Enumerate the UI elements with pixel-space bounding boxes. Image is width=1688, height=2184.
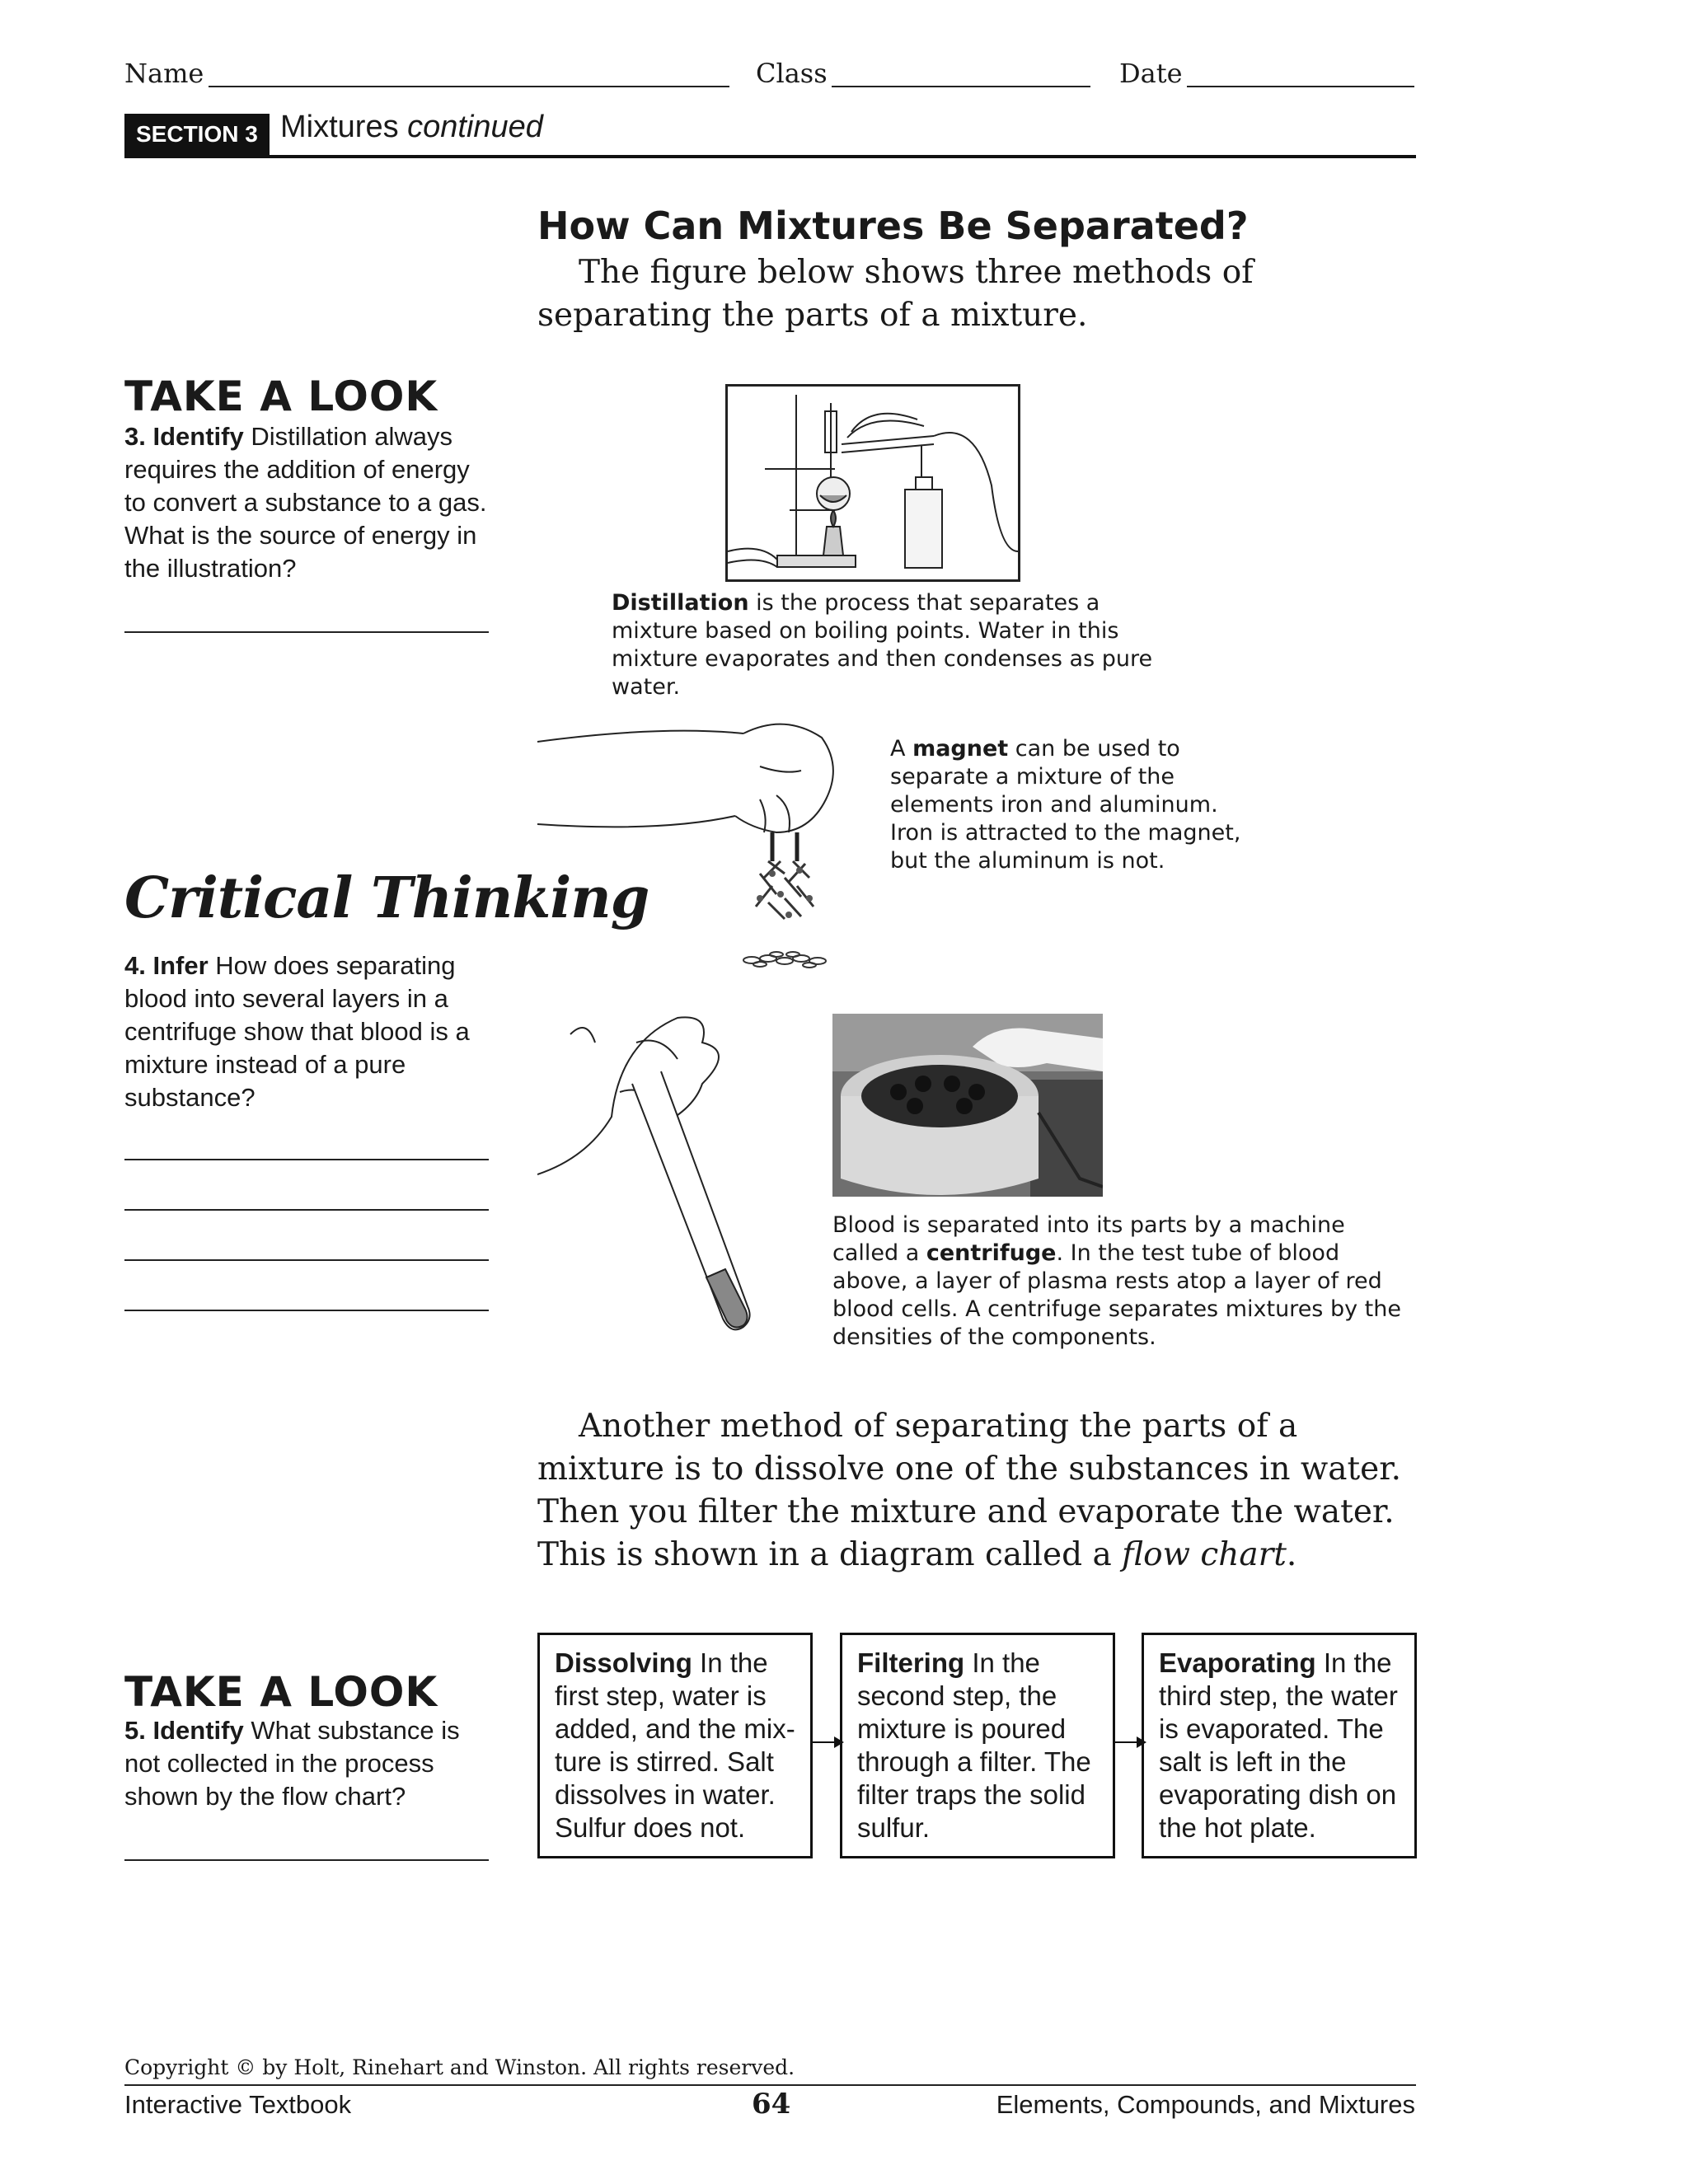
flowchart-step-evaporating: Evaporating In the third step, the water is evaporated. The salt is left in the evaporating dish on the hot plate.	[1142, 1633, 1417, 1858]
take-a-look-heading: TAKE A LOOK	[124, 373, 438, 420]
section-tag: SECTION 3	[124, 114, 270, 155]
hand-test-tube-illustration	[537, 993, 752, 1339]
intro-paragraph: The figure below shows three methods of separating the parts of a mixture.	[537, 254, 1254, 334]
flowchart-step-filtering: Filtering In the second step, the mixture is poured through a filter. The filter traps the solid sulfur.	[840, 1633, 1115, 1858]
class-label: Class	[756, 58, 828, 89]
answer-line-q4-1[interactable]	[124, 1159, 489, 1160]
footer-rule	[124, 2084, 1416, 2086]
page-heading: How Can Mixtures Be Separated?	[537, 204, 1249, 248]
name-field-line[interactable]	[209, 86, 729, 87]
magnet-figure	[537, 709, 867, 981]
answer-line-q5[interactable]	[124, 1859, 489, 1861]
centrifuge-caption: Blood is separated into its parts by a machine called a centrifuge. In the test tube of blood above, a layer of plasma rests atop a layer of red blood cells. A centrifuge separates mixtures by the densities of the components.	[832, 1212, 1401, 1350]
critical-thinking-heading: Critical Thinking	[124, 865, 649, 931]
question-4: 4. Infer How does separating blood into several layers in a centrifuge show that blood is a mixture instead of a pure substance?	[124, 951, 470, 1112]
answer-line-q4-4[interactable]	[124, 1310, 489, 1311]
footer-book-title: Interactive Textbook	[124, 2090, 352, 2119]
distillation-caption: Distillation is the process that separates a mixture based on boiling points. Water in this mixture evaporates and then condenses as pure water.	[612, 590, 1153, 700]
hand-magnet-illustration	[537, 709, 867, 981]
centrifuge-photo	[832, 1014, 1103, 1197]
copyright-notice: Copyright © by Holt, Rinehart and Winston. All rights reserved.	[124, 2055, 795, 2079]
answer-line-q4-3[interactable]	[124, 1259, 489, 1261]
question-5: 5. Identify What substance is not collected in the process shown by the flow chart?	[124, 1716, 460, 1811]
date-label: Date	[1119, 58, 1183, 89]
answer-line-q4-2[interactable]	[124, 1209, 489, 1211]
flowchart-step-dissolving: Dissolving In the first step, water is added, and the mix-ture is stirred. Salt dissolves in water. Sulfur does not.	[537, 1633, 813, 1858]
distillation-apparatus-illustration	[728, 387, 1018, 579]
class-field-line[interactable]	[832, 86, 1090, 87]
test-tube-figure	[537, 993, 752, 1339]
flowchart-intro-paragraph: Another method of separating the parts of a mixture is to dissolve one of the substances in water. Then you filter the mixture and evaporate the water. This is shown in a diagram called a flow chart.	[537, 1408, 1401, 1573]
take-a-look-heading-2: TAKE A LOOK	[124, 1668, 438, 1716]
distillation-figure	[725, 384, 1020, 582]
centrifuge-photo-illustration	[832, 1014, 1103, 1197]
page-number: 64	[752, 2088, 791, 2121]
date-field-line[interactable]	[1187, 86, 1414, 87]
footer-chapter-title: Elements, Compounds, and Mixtures	[996, 2090, 1415, 2119]
question-3: 3. Identify Distillation always requires the addition of energy to convert a substance to a gas. What is the source of energy in the illustration?	[124, 422, 487, 583]
answer-line-q3[interactable]	[124, 631, 489, 633]
section-title: Mixtures continued	[280, 110, 543, 144]
name-label: Name	[124, 58, 204, 89]
magnet-caption: A magnet can be used to separate a mixture of the elements iron and aluminum. Iron is attracted to the magnet, but the aluminum is not.	[890, 736, 1241, 874]
